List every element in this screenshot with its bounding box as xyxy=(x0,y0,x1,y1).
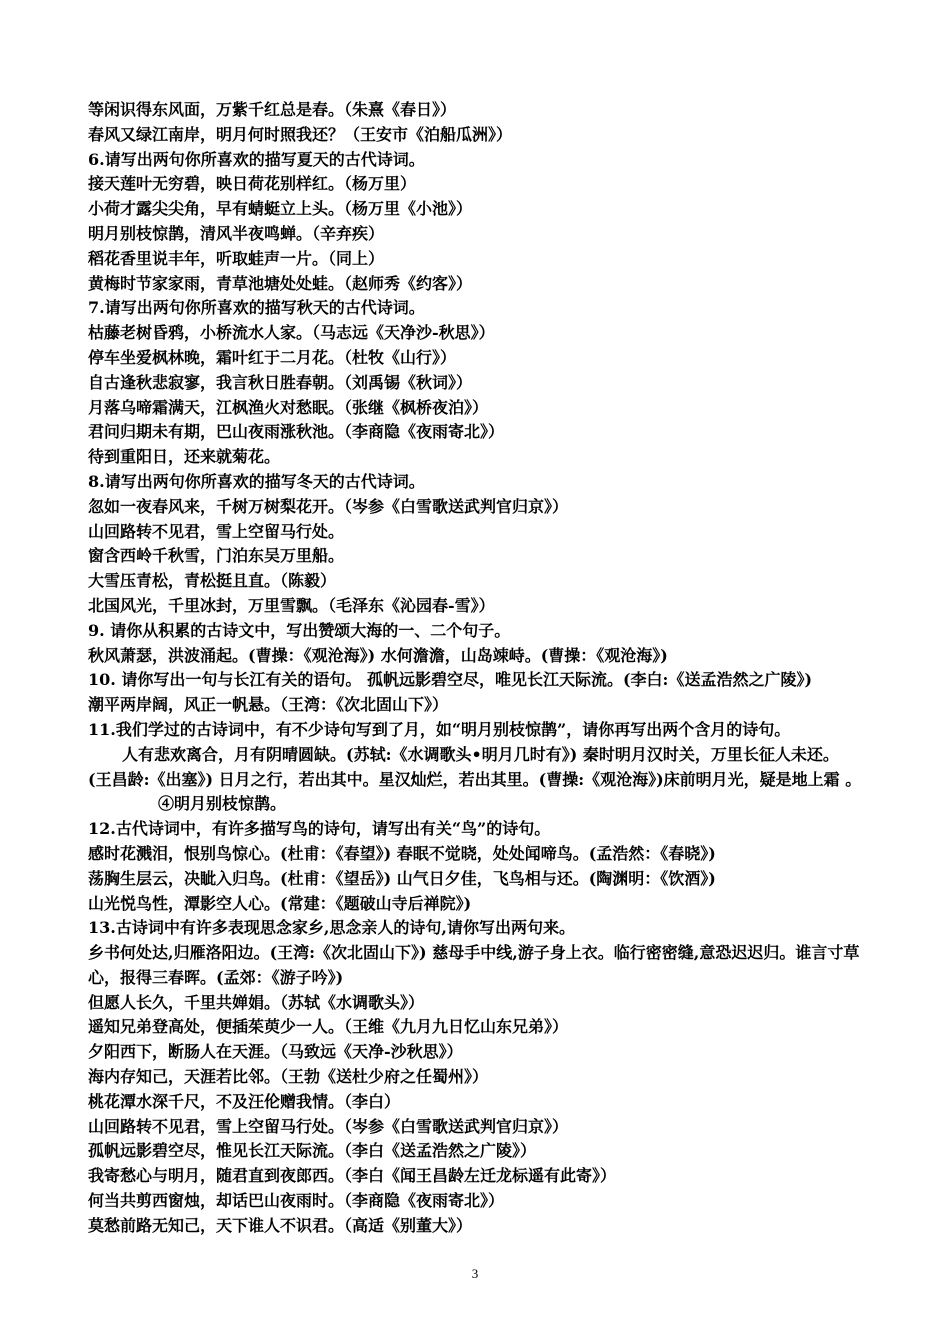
question-heading: 10. 请你写出一句与长江有关的语句。 孤帆远影碧空尽，唯见长江天际流。(李白:《送孟浩然之广陵》) xyxy=(88,670,813,690)
text-line: 君问归期未有期，巴山夜雨涨秋池。（李商隐《夜雨寄北》） xyxy=(88,422,505,442)
question-heading: 9. 请你从积累的古诗文中，写出赞颂大海的一、二个句子。 xyxy=(88,620,511,640)
text-line: 桃花潭水深千尺，不及汪伦赠我情。（李白） xyxy=(88,1091,401,1111)
question-heading: 7.请写出两句你所喜欢的描写秋天的古代诗词。 xyxy=(88,298,425,318)
question-heading: 8.请写出两句你所喜欢的描写冬天的古代诗词。 xyxy=(88,471,425,491)
text-line: 窗含西岭千秋雪，门泊东吴万里船。 xyxy=(88,546,345,566)
text-line: 潮平两岸阔，风正一帆悬。（王湾：《次北固山下》） xyxy=(88,695,449,715)
question-heading: 11.我们学过的古诗词中，有不少诗句写到了月，如“明月别枝惊鹊”，请你再写出两个含月的诗句。 xyxy=(88,719,791,739)
text-line: 黄梅时节家家雨，青草池塘处处蛙。（赵师秀《约客》） xyxy=(88,273,473,293)
text-line: 北国风光，千里冰封，万里雪飘。（毛泽东《沁园春-雪》） xyxy=(88,595,495,615)
question-heading: 6.请写出两句你所喜欢的描写夏天的古代诗词。 xyxy=(88,149,425,169)
text-line: ④明月别枝惊鹊。 xyxy=(158,794,287,814)
document-body xyxy=(88,98,878,1239)
text-line: 何当共剪西窗烛，却话巴山夜雨时。（李商隐《夜雨寄北》） xyxy=(88,1191,505,1211)
text-line: 但愿人长久，千里共婵娟。（苏轼《水调歌头》） xyxy=(88,992,425,1012)
text-line: 乡书何处达,归雁洛阳边。(王湾:《次北固山下》) 慈母手中线,游子身上衣。临行密密缝,意恐迟迟归。谁言寸草心，报得三春晖。(孟郊：《游子吟》) xyxy=(88,943,860,987)
text-line: 孤帆远影碧空尽，惟见长江天际流。（李白《送孟浩然之广陵》） xyxy=(88,1141,537,1161)
text-line: 夕阳西下，断肠人在天涯。（马致远《天净-沙秋思》） xyxy=(88,1042,463,1062)
text-line: 海内存知己，天涯若比邻。（王勃《送杜少府之任蜀州》） xyxy=(88,1067,489,1087)
text-line: 我寄愁心与明月，随君直到夜郎西。（李白《闻王昌龄左迁龙标遥有此寄》） xyxy=(88,1166,617,1186)
text-line: 莫愁前路无知己，天下谁人不识君。（高适《别董大》） xyxy=(88,1215,473,1235)
page-number: 3 xyxy=(471,1266,479,1281)
text-line: 自古逢秋悲寂寥，我言秋日胜春朝。（刘禹锡《秋词》） xyxy=(88,372,473,392)
text-line: 春风又绿江南岸，明月何时照我还？（王安市《泊船瓜洲》） xyxy=(88,124,513,144)
text-line: 停车坐爱枫林晚，霜叶红于二月花。（杜牧《山行》） xyxy=(88,347,457,367)
text-line: 小荷才露尖尖角，早有蜻蜓立上头。（杨万里《小池》） xyxy=(88,199,473,219)
text-line: 接天莲叶无穷碧，映日荷花别样红。（杨万里） xyxy=(88,174,417,194)
text-line: 山光悦鸟性，潭影空人心。(常建：《题破山寺后禅院》) xyxy=(88,893,472,913)
text-line: 人有悲欢离合，月有阴晴圆缺。(苏轼:《水调歌头•明月几时有》) 秦时明月汉时关，万里长征人未还。 xyxy=(122,744,839,764)
question-heading: 13.古诗词中有许多表现思念家乡,思念亲人的诗句,请你写出两句来。 xyxy=(88,918,575,938)
question-heading: 12.古代诗词中，有许多描写鸟的诗句，请写出有关“鸟”的诗句。 xyxy=(88,819,551,839)
text-line: 荡胸生层云，决眦入归鸟。(杜甫：《望岳》) 山气日夕佳，飞鸟相与还。(陶渊明：《饮酒》) xyxy=(88,868,716,888)
text-line: 枯藤老树昏鸦，小桥流水人家。（马志远《天净沙-秋思》） xyxy=(88,323,495,343)
text-line: 感时花溅泪，恨别鸟惊心。(杜甫：《春望》) 春眠不觉晓，处处闻啼鸟。(孟浩然：《春晓》) xyxy=(88,843,716,863)
text-line: 遥知兄弟登高处，便插茱萸少一人。（王维《九月九日忆山东兄弟》） xyxy=(88,1017,569,1037)
text-line: 待到重阳日，还来就菊花。 xyxy=(88,447,281,467)
text-line: 稻花香里说丰年，听取蛙声一片。（同上） xyxy=(88,248,385,268)
text-line: 等闲识得东风面，万紫千红总是春。（朱熹《春日》） xyxy=(88,100,457,119)
text-line: 秋风萧瑟，洪波涌起。(曹操：《观沧海》) 水何澹澹，山岛竦峙。(曹操：《观沧海》) xyxy=(88,645,668,665)
text-line: 忽如一夜春风来，千树万树梨花开。（岑参《白雪歌送武判官归京》） xyxy=(88,496,569,516)
text-line: 大雪压青松，青松挺且直。（陈毅） xyxy=(88,571,337,591)
text-line: 明月别枝惊鹊，清风半夜鸣蝉。（辛弃疾） xyxy=(88,223,385,243)
text-line: 月落乌啼霜满天，江枫渔火对愁眠。（张继《枫桥夜泊》） xyxy=(88,397,489,417)
text-line: (王昌龄:《出塞》) 日月之行，若出其中。星汉灿烂，若出其里。(曹操:《观沧海》)床前明月光，疑是地上霜 。 xyxy=(88,769,862,789)
text-line: 山回路转不见君，雪上空留马行处。 xyxy=(88,521,345,541)
text-line: 山回路转不见君，雪上空留马行处。（岑参《白雪歌送武判官归京》） xyxy=(88,1116,569,1136)
